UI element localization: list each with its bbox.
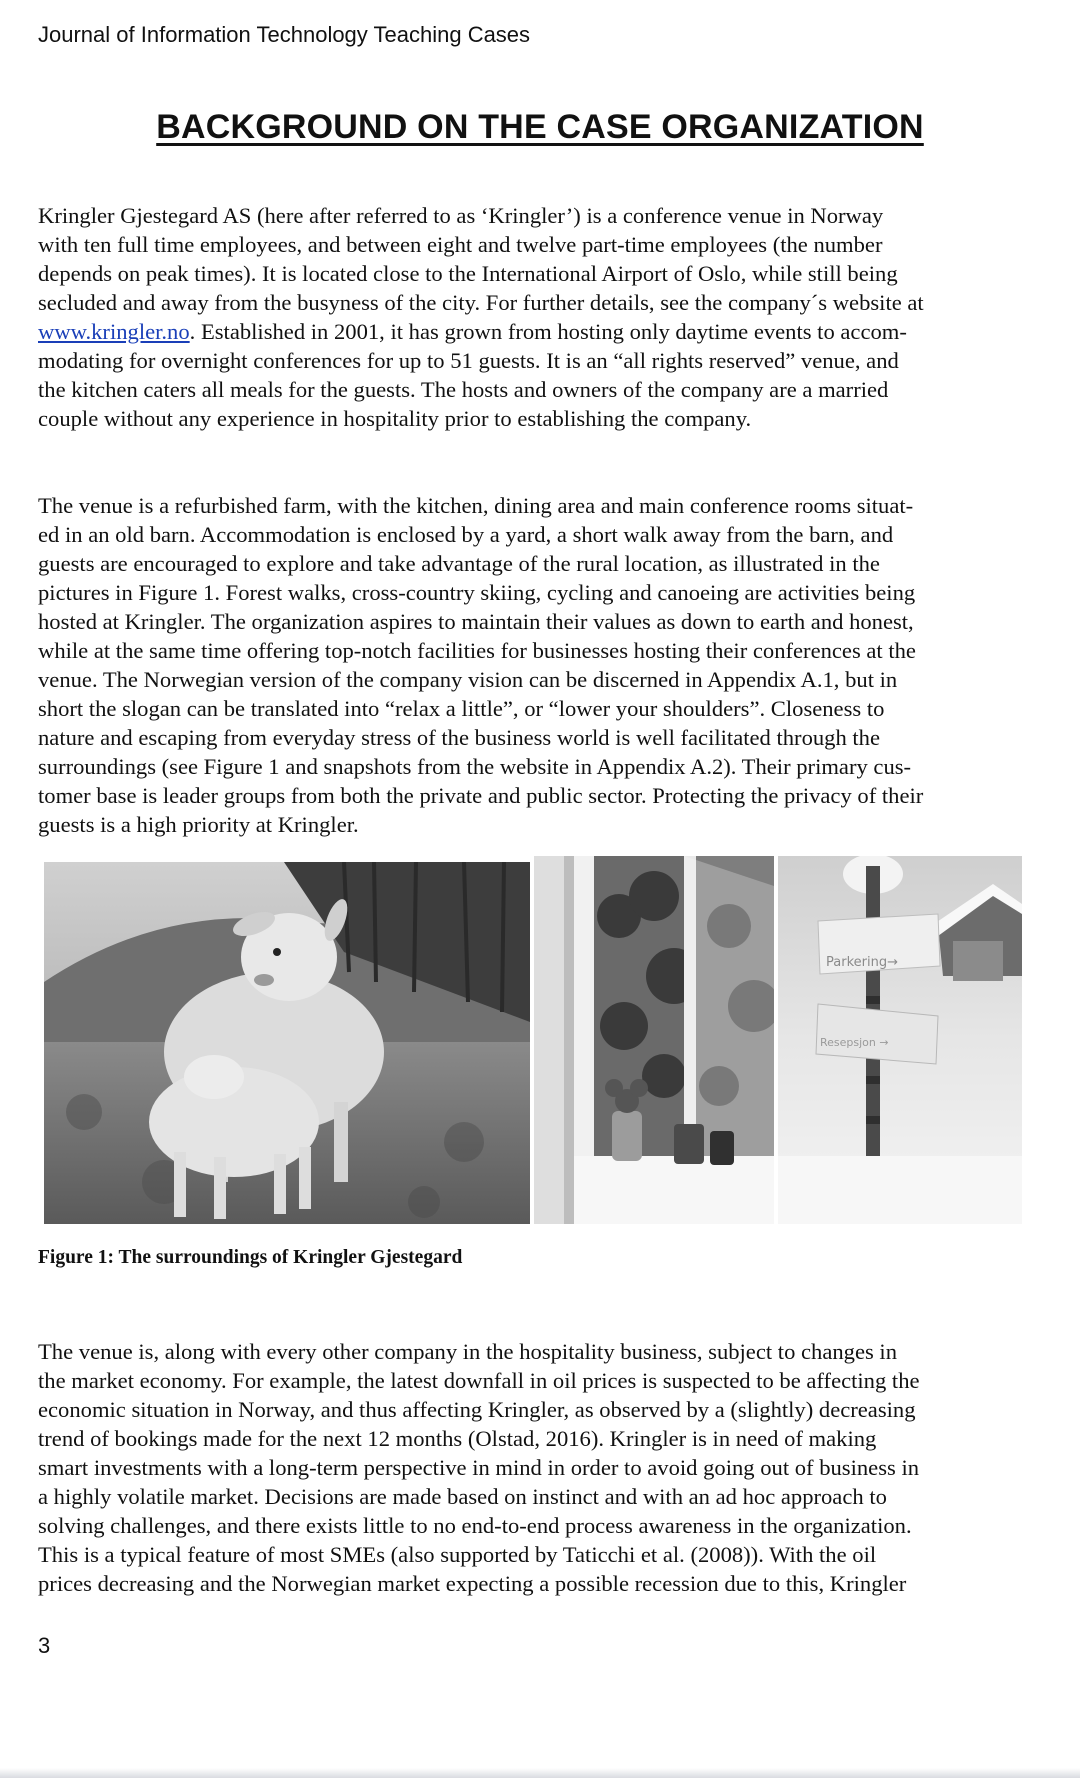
text-line: modating for overnight conferences for up to 51 guests. It is an “all rights reserved” venue, and — [38, 348, 899, 373]
text-line: This is a typical feature of most SMEs (also supported by Taticchi et al. (2008)). With the oil — [38, 1542, 877, 1567]
text-line: Kringler Gjestegard AS (here after referred to as ‘Kringler’) is a conference venue in Norway — [38, 203, 884, 228]
window-photo — [534, 856, 774, 1224]
sign-parkering-label: Parkering→ — [826, 955, 898, 970]
text-line: solving challenges, and there exists little to no end-to-end process awareness in the organization. — [38, 1513, 912, 1538]
text-line: smart investments with a long-term perspective in mind in order to avoid going out of business in — [38, 1455, 920, 1480]
text-line: pictures in Figure 1. Forest walks, cross-country skiing, cycling and canoeing are activities being — [38, 580, 916, 605]
text-line-with-link — [38, 317, 1038, 346]
text-line: the market economy. For example, the latest downfall in oil prices is suspected to be affecting the — [38, 1368, 920, 1393]
text-line: short the slogan can be translated into “relax a little”, or “lower your shoulders”. Closeness to — [38, 696, 885, 721]
text-line: the kitchen caters all meals for the guests. The hosts and owners of the company are a married — [38, 377, 889, 402]
text-line: The venue is a refurbished farm, with the kitchen, dining area and main conference rooms situat- — [38, 493, 914, 518]
text-line: secluded and away from the busyness of the city. For further details, see the company´s website at — [38, 290, 924, 315]
text-line: a highly volatile market. Decisions are made based on instinct and with an ad hoc approach to — [38, 1484, 887, 1509]
text-line: venue. The Norwegian version of the company vision can be discerned in Appendix A.1, but in — [38, 667, 898, 692]
text-line: trend of bookings made for the next 12 months (Olstad, 2016). Kringler is in need of making — [38, 1426, 877, 1451]
figure-caption: Figure 1: The surroundings of Kringler Gjestegard — [38, 1247, 463, 1268]
page-number: 3 — [38, 1633, 51, 1658]
paragraph-venue — [38, 491, 1038, 839]
text-line: depends on peak times). It is located close to the International Airport of Oslo, while still being — [38, 261, 898, 286]
text-line: while at the same time offering top-notch facilities for businesses hosting their conferences at the — [38, 638, 916, 663]
text-line: prices decreasing and the Norwegian market expecting a possible recession due to this, Kringler — [38, 1571, 907, 1596]
website-link[interactable]: www.kringler.no — [38, 319, 190, 344]
text-line: ed in an old barn. Accommodation is enclosed by a yard, a short walk away from the barn, and — [38, 522, 894, 547]
text-line: tomer base is leader groups from both the private and public sector. Protecting the privacy of their — [38, 783, 924, 808]
paragraph-market — [38, 1337, 1038, 1598]
section-title: BACKGROUND ON THE CASE ORGANIZATION — [156, 108, 924, 146]
text-line: guests are encouraged to explore and take advantage of the rural location, as illustrated in the — [38, 551, 880, 576]
text-line: couple without any experience in hospitality prior to establishing the company. — [38, 406, 752, 431]
signpost-photo — [778, 856, 1022, 1224]
viewer-bottom-edge — [0, 1768, 1080, 1778]
text-line: surroundings (see Figure 1 and snapshots from the website in Appendix A.2). Their primary cus- — [38, 754, 912, 779]
text-line: guests is a high priority at Kringler. — [38, 812, 359, 837]
figure-photos — [44, 856, 1022, 1224]
text-line: hosted at Kringler. The organization aspires to maintain their values as down to earth and honest, — [38, 609, 914, 634]
text-fragment: . Established in 2001, it has grown from hosting only daytime events to accom- — [189, 319, 907, 344]
text-line: economic situation in Norway, and thus affecting Kringler, as observed by a (slightly) decreasing — [38, 1397, 916, 1422]
text-line: nature and escaping from everyday stress of the business world is well facilitated through the — [38, 725, 881, 750]
text-line: with ten full time employees, and between eight and twelve part-time employees (the number — [38, 232, 883, 257]
journal-header: Journal of Information Technology Teaching Cases — [38, 22, 531, 47]
text-line: The venue is, along with every other company in the hospitality business, subject to changes in — [38, 1339, 898, 1364]
paragraph-intro — [38, 201, 1038, 433]
sheep-photo — [44, 862, 530, 1224]
sign-resepsjon-label: Resepsjon → — [820, 1036, 889, 1049]
